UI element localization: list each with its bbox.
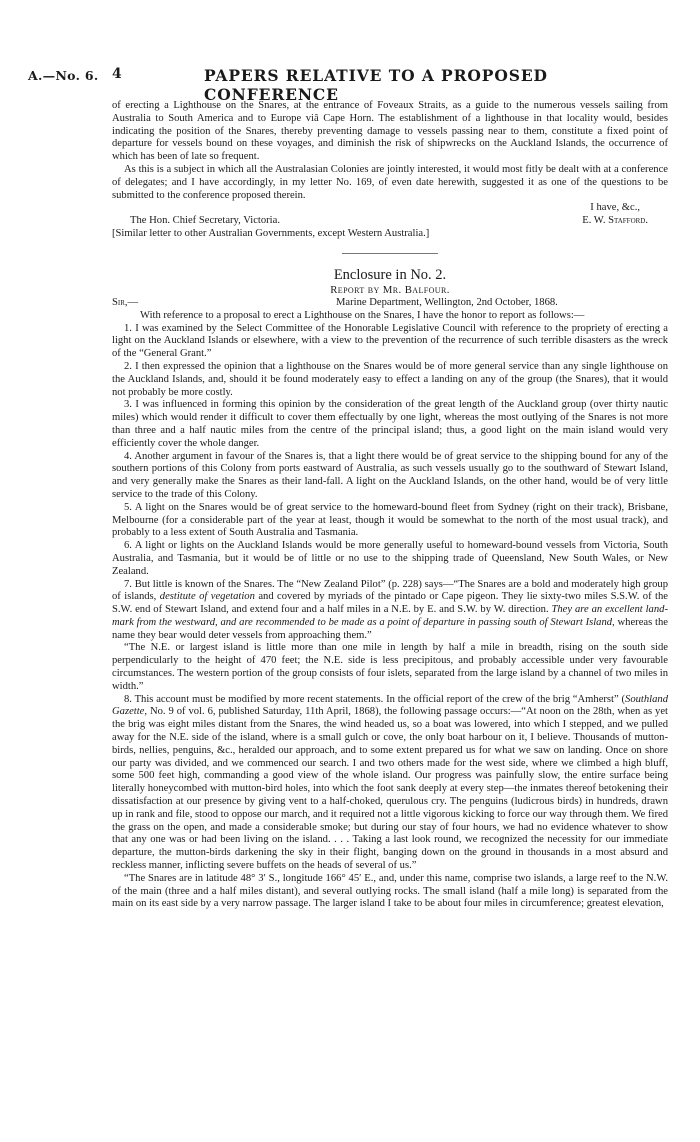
section-divider xyxy=(342,253,438,254)
report-paragraph-7 xyxy=(112,579,668,643)
report-paragraph-5: 5. A light on the Snares would be of great service to the homeward-bound fleet from Sydney (right on their track), Brisbane, Melbourne (for a considerable part of the year at least, though it would be somewhat to the north of the most usual track), and probably to a less extent of South Australia and Tasmania. xyxy=(112,501,668,539)
report-paragraph-7-quote: “The N.E. or largest island is little more than one mile in length by half a mile in breadth, rising on the south side perpendicularly to the height of 470 feet; the N.E. side is less precipitous, and probably accessible under very favourable circumstances. The western portion of the group consists of four islets, separated from the large island by a channel of two miles in width.” xyxy=(112,642,668,692)
report-paragraph-6: 6. A light or lights on the Auckland Islands would be more generally useful to homeward-bound vessels from Victoria, South Australia, and Tasmania, but it would be of little or no use to the shipping trade of Queensland, New South Wales, or New Zealand. xyxy=(112,540,668,577)
p8-italic-gazette: Southland Gazette, xyxy=(112,693,668,718)
report-paragraph-2: 2. I then expressed the opinion that a lighthouse on the Snares would be of more general service than any single lighthouse on the Auckland Islands, and, should it be found moderately easy to effect a landing on any of the group (the Snares), that it would not probably be more costly. xyxy=(112,360,668,398)
report-paragraph-8 xyxy=(112,694,668,873)
page-header xyxy=(28,66,688,104)
p7-text: 7. But little is known of the Snares. The “New Zealand Pilot” (p. 228) says—“The Snares are a bold and moderately high group of islands, xyxy=(112,578,668,603)
p8-text-2: No. 9 of vol. 6, published Saturday, 11th April, 1868), the following passage occurs:—“At noon on the 28th, when as yet the brig was eight miles distant from the Snares, the wind headed us, so a boat was lowered, into which I stepped, and we pulled away for the N.E. side of the island, where is a small gulch or cove, the only boat harbour on it, I believe. Thousands of mutton-birds, nellies, penguins, &c., heralded our approach, and to some extent prepared us for what we saw on landing. Once on shore our party was divided, and we commenced our search. I and two others made for the west side, where we climbed a high bluff, some 500 feet high, commanding a good view of the whole island. Our progress was painfully slow, the entire surface being literally honeycombed with mutton-bird holes, into which the foot sank deeply at every step—the inmates thereof betokening their dissatisfaction at our presence by giving vent to a half-choked, querulous cry. The penguins (ludicrous birds) in hundreds, drawn up in rank and file, stood to oppose our march, and it required not a little vigorous kicking to force our way through them. We fired the grass on the open, and made a considerable smoke; but during our stay of four hours, we had no evidence whatever to show that any one was or had been living on the island. . . . Taking a last look round, we recognized the necessity for our immediate departure, the mutton-birds darkening the sky in their flight, banging down on the ground in thousands in a most absurd and reckless manner, inflicting severe buffets on the heads of several of us.” xyxy=(112,706,668,872)
salutation-row xyxy=(112,297,668,310)
dateline: Marine Department, Wellington, 2nd October, 1868. xyxy=(336,296,558,308)
p8-text: 8. This account must be modified by more recent statements. In the official report of the crew of the brig “Amherst” ( xyxy=(124,693,626,705)
addressee: The Hon. Chief Secretary, Victoria. xyxy=(130,215,280,227)
report-paragraph-3: 3. I was influenced in forming this opinion by the consideration of the great length of the Auckland group (over thirty nautic miles) which would render it difficult to cover them effectually by one light, whereas the most outlying of the Snares is not more than three and a half nautic miles from the centre of the principal island; thus, a good light on the main island would very efficiently cover the whole danger. xyxy=(112,399,668,449)
letter-closing: I have, &c., xyxy=(590,202,640,214)
report-intro: With reference to a proposal to erect a Lighthouse on the Snares, I have the honor to report as follows:— xyxy=(140,309,585,321)
report-paragraph-1: 1. I was examined by the Select Committee of the Honorable Legislative Council with reference to the propriety of erecting a light on the Auckland Islands or elsewhere, with a view to the prevention of the recurrence of such terrible disasters as the wreck of the “General Grant.” xyxy=(112,322,668,360)
report-paragraph-9: “The Snares are in latitude 48° 3′ S., longitude 166° 45′ E., and, under this name, comprise two islands, a large reef to the N.W. of the main (three and a half miles distant), and several outlying rocks. The small island (half a mile long) is separated from the main on its east side by a very narrow passage. The larger island I take to be about four miles in circumference; greatest elevation, xyxy=(112,872,668,910)
enclosure-heading: Enclosure in No. 2. xyxy=(333,266,447,283)
p7-italic-landmark: They are an excellent land-mark from the westward, and are recommended to be made as a point of departure in passing south of Stewart Island, xyxy=(112,604,668,628)
p7-italic-vegetation: destitute of vegetation xyxy=(159,591,255,603)
signature-row xyxy=(130,215,668,228)
running-title: PAPERS RELATIVE TO A PROPOSED CONFERENCE xyxy=(204,66,548,104)
report-paragraph-4: 4. Another argument in favour of the Snares is, that a light there would be of great service to the shipping bound for any of the southern portions of this Colony from ports eastward of Australia, as such vessels usually go to the southward of Stewart Island, and very generally make the Snares as their land-fall. A light on the Auckland Islands, on the other hand, would be of very little service to the trade of this Colony. xyxy=(112,450,668,500)
page-number: 4 xyxy=(112,66,122,82)
signature: E. W. Stafford. xyxy=(582,215,648,227)
letter-paragraph-1: of erecting a Lighthouse on the Snares, at the entrance of Foveaux Straits, as a guide to the numerous vessels sailing from Australia to South America and to Europe viâ Cape Horn. The establishment of a lighthouse in that locality would, besides indicating the position of the Snares, thereby preventing damage to vessels passing near to them, constitute a fixed point of departure for vessels bound on these voyages, and diminish the risk of shipwrecks on the Auckland Islands, the occurrence of which has been of late so frequent. xyxy=(112,100,668,163)
p7-text-3: whereas the name they bear would deter vessels from approaching them.” xyxy=(112,616,668,641)
circulation-note: [Similar letter to other Australian Governments, except Western Australia.] xyxy=(112,228,430,240)
paper-series-number: A.—No. 6. xyxy=(28,68,99,83)
report-subheading: Report by Mr. Balfour. xyxy=(330,283,450,296)
page-body xyxy=(112,100,668,911)
letter-paragraph-2: As this is a subject in which all the Australasian Colonies are jointly interested, it would most fitly be dealt with at a conference of delegates; and I have accordingly, in my letter No. 169, of even date herewith, suggested it as one of the questions to be submitted to the conference proposed therein. xyxy=(112,163,668,201)
salutation: Sir,— xyxy=(112,296,139,308)
p7-text-2: and covered by myriads of the pintado or Cape pigeon. They lie sixty-two miles S.S.W. of the S.W. end of Stewart Island, and extend four and a half miles in a N.E. by E. and S.W. by W. direction. xyxy=(112,591,669,616)
